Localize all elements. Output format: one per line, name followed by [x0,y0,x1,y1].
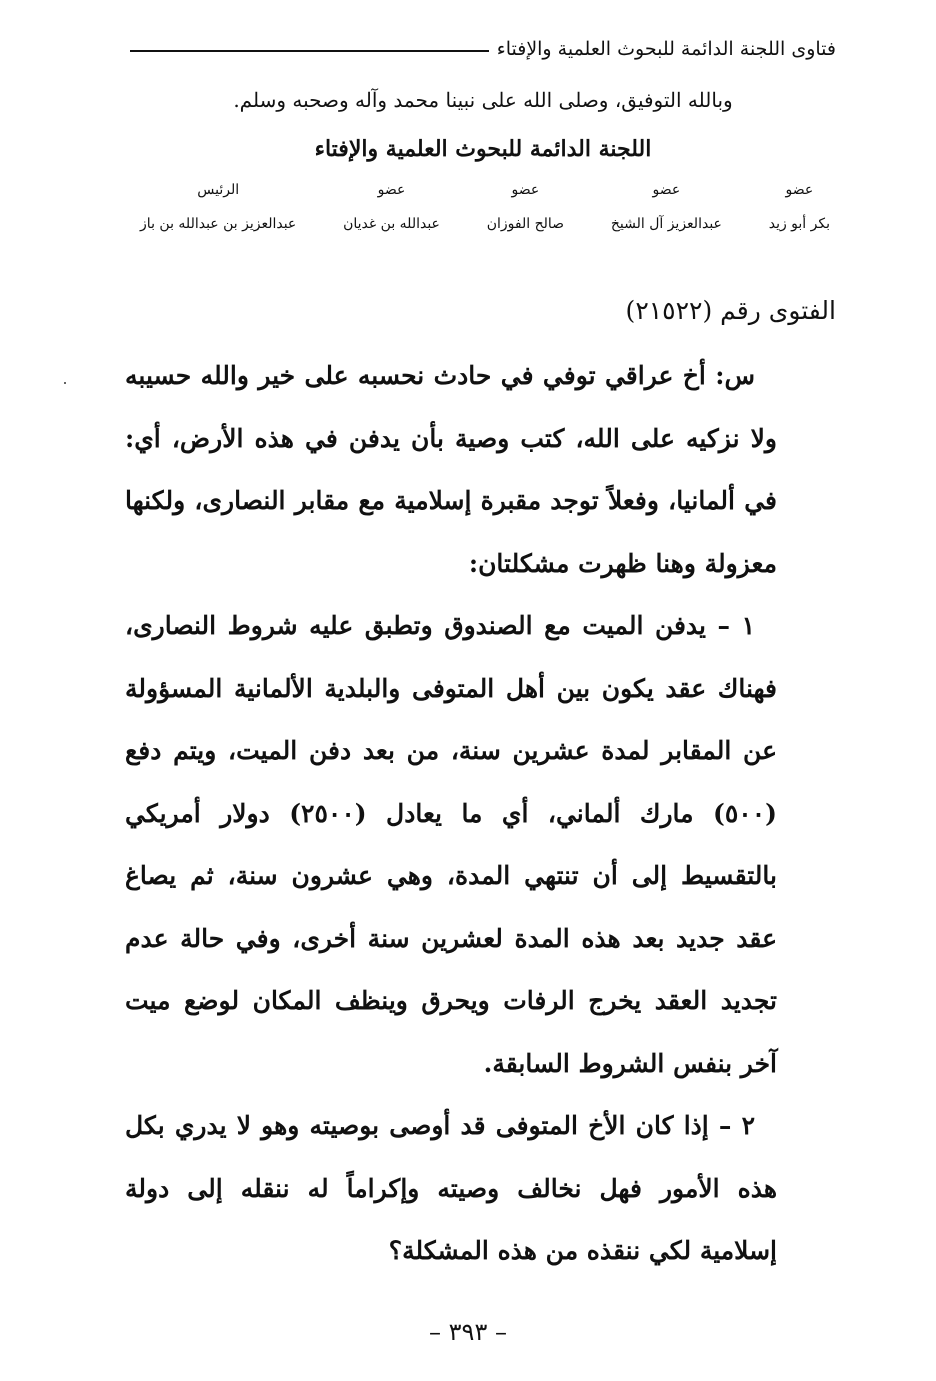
closing-line: وبالله التوفيق، وصلى الله على نبينا محمد وآله وصحبه وسلم. [233,88,733,112]
committee-members [140,178,830,232]
question-intro: س: أخ عراقي توفي في حادث نحسبه على خير والله حسيبه ولا نزكيه على الله، كتب وصية بأن يدفن في هذه الأرض، أي: في ألمانيا، وفعلاً توجد مقبرة إسلامية مع مقابر النصارى، ولكنها معزولة وهنا ظهرت مشكلتان: [125,361,777,578]
running-header-title: فتاوى اللجنة الدائمة للبحوث العلمية والإفتاء [496,38,836,60]
member-role: الرئيس [197,182,240,198]
header-rule [130,50,489,52]
committee-member [769,178,830,232]
member-name: عبدالعزيز بن عبدالله بن باز [140,216,297,232]
page-number: – ٣٩٣ – [429,1318,507,1346]
committee-title: اللجنة الدائمة للبحوث العلمية والإفتاء [314,136,652,162]
committee-member [487,178,564,232]
member-name: عبدالله بن غديان [343,216,440,232]
scan-speck [64,382,66,384]
member-role: عضو [785,182,814,198]
member-name: عبدالعزيز آل الشيخ [610,216,722,232]
member-role: عضو [377,182,406,198]
member-role: عضو [511,182,540,198]
question-point-1: ١ – يدفن الميت مع الصندوق وتطبق عليه شروط النصارى، فهناك عقد يكون بين أهل المتوفى والبلدية الألمانية المسؤولة عن المقابر لمدة عشرين سنة، من بعد دفن الميت، ويتم دفع (٥٠٠) مارك ألماني، أي ما يعادل (٢٥٠٠) دولار أمريكي بالتقسيط إلى أن تنتهي المدة، وهي عشرون سنة، ثم يصاغ عقد جديد بعد هذه المدة لعشرين سنة أخرى، وفي حالة عدم تجديد العقد يخرج الرفات ويحرق وينظف المكان لوضع ميت آخر بنفس الشروط السابقة. [125,611,777,1078]
fatwa-number: الفتوى رقم (٢١٥٢٢) [625,296,836,325]
running-header [130,34,836,64]
committee-member [140,178,296,232]
member-name: بكر أبو زيد [768,216,830,232]
member-name: صالح الفوزان [486,216,565,232]
question-body [125,345,777,1283]
committee-member [343,178,440,232]
question-point-2: ٢ – إذا كان الأخ المتوفى قد أوصى بوصيته وهو لا يدري بكل هذه الأمور فهل نخالف وصيته وإكراماً له ننقله إلى دولة إسلامية لكي ننقذه من هذه المشكلة؟ [125,1111,777,1265]
committee-member [611,178,722,232]
member-role: عضو [652,182,681,198]
